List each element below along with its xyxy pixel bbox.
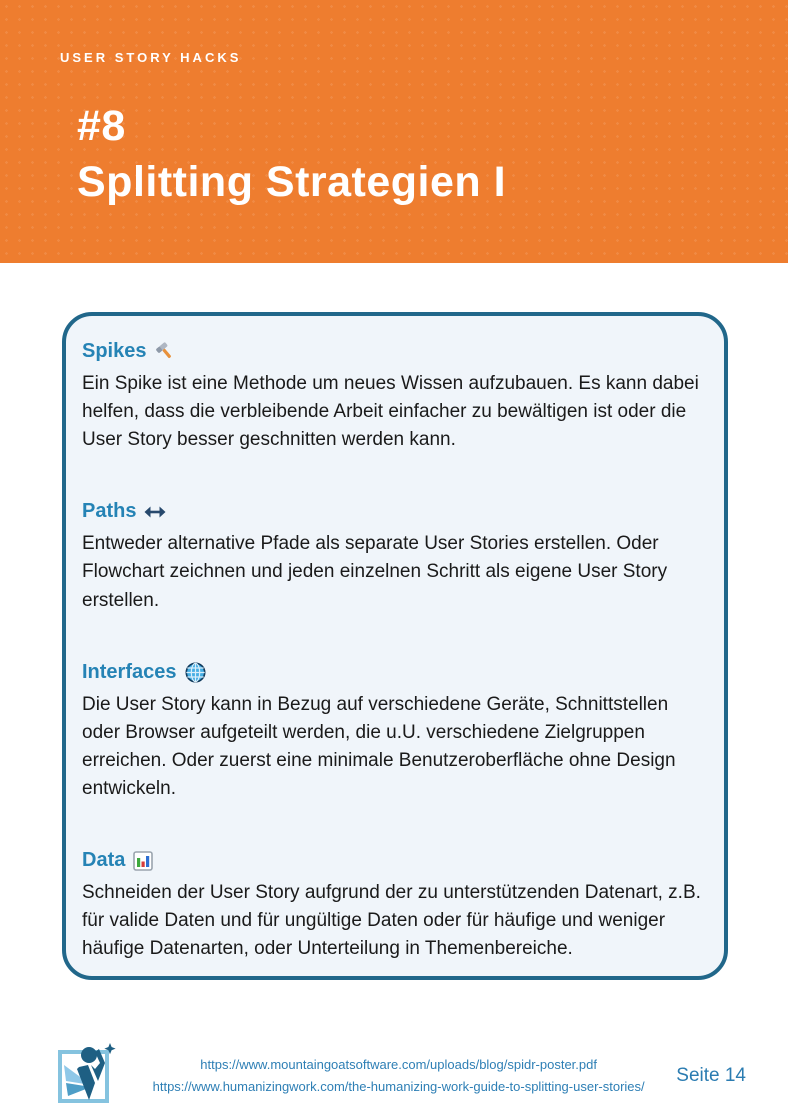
section-heading: [82, 500, 708, 523]
section-body: Die User Story kann in Bezug auf verschiedene Geräte, Schnittstellen oder Browser aufgeteilt werden, die u.U. verschiedene Zielgruppen erreichen. Oder zuerst eine minimale Benutzeroberfläche ohne Design entwickeln.: [82, 693, 676, 799]
section-heading-label: Paths: [82, 500, 137, 523]
page-number: Seite 14: [676, 1064, 746, 1086]
page-title: [77, 99, 788, 211]
section-data: [82, 849, 708, 963]
section-paths: [82, 500, 708, 614]
section-heading: [82, 340, 708, 363]
section-interfaces: [82, 661, 708, 803]
left-right-arrow-icon: [144, 504, 166, 520]
section-spikes: [82, 340, 708, 454]
section-heading-label: Interfaces: [82, 660, 177, 683]
section-heading: [82, 661, 708, 684]
eyebrow-label: USER STORY HACKS: [60, 50, 242, 65]
title-text: Splitting Strategien I: [77, 157, 507, 206]
page-header: [0, 0, 788, 263]
section-heading: [82, 849, 708, 872]
section-heading-label: Data: [82, 849, 126, 872]
section-body: Entweder alternative Pfade als separate User Stories erstellen. Oder Flowchart zeichnen und jeden einzelnen Schritt als eigene User Story erstellen.: [82, 533, 668, 611]
section-body: Ein Spike ist eine Methode um neues Wissen aufzubauen. Es kann dabei helfen, dass die verbleibende Arbeit einfacher zu bewältigen ist oder die User Story besser geschnitten werden kann.: [82, 373, 699, 451]
page-footer: [0, 1039, 788, 1112]
section-heading-label: Spikes: [82, 340, 147, 362]
section-body: Schneiden der User Story aufgrund der zu unterstützenden Datenart, z.B. für valide Daten und für ungültige Daten oder für häufige und weniger häufige Datenarten, oder Unterteilung in Themenbereiche.: [82, 882, 701, 960]
company-logo: [55, 1039, 121, 1112]
source-links: [121, 1057, 676, 1094]
globe-icon: [185, 662, 206, 683]
source-link-spidr-poster[interactable]: https://www.mountaingoatsoftware.com/uploads/blog/spidr-poster.pdf: [200, 1057, 597, 1072]
bar-chart-icon: [133, 851, 153, 871]
title-number: #8: [77, 102, 126, 150]
source-link-humanizing-work[interactable]: https://www.humanizingwork.com/the-humanizing-work-guide-to-splitting-user-stories/: [152, 1079, 645, 1094]
hammer-icon: [154, 341, 175, 362]
content-card: [62, 312, 728, 980]
